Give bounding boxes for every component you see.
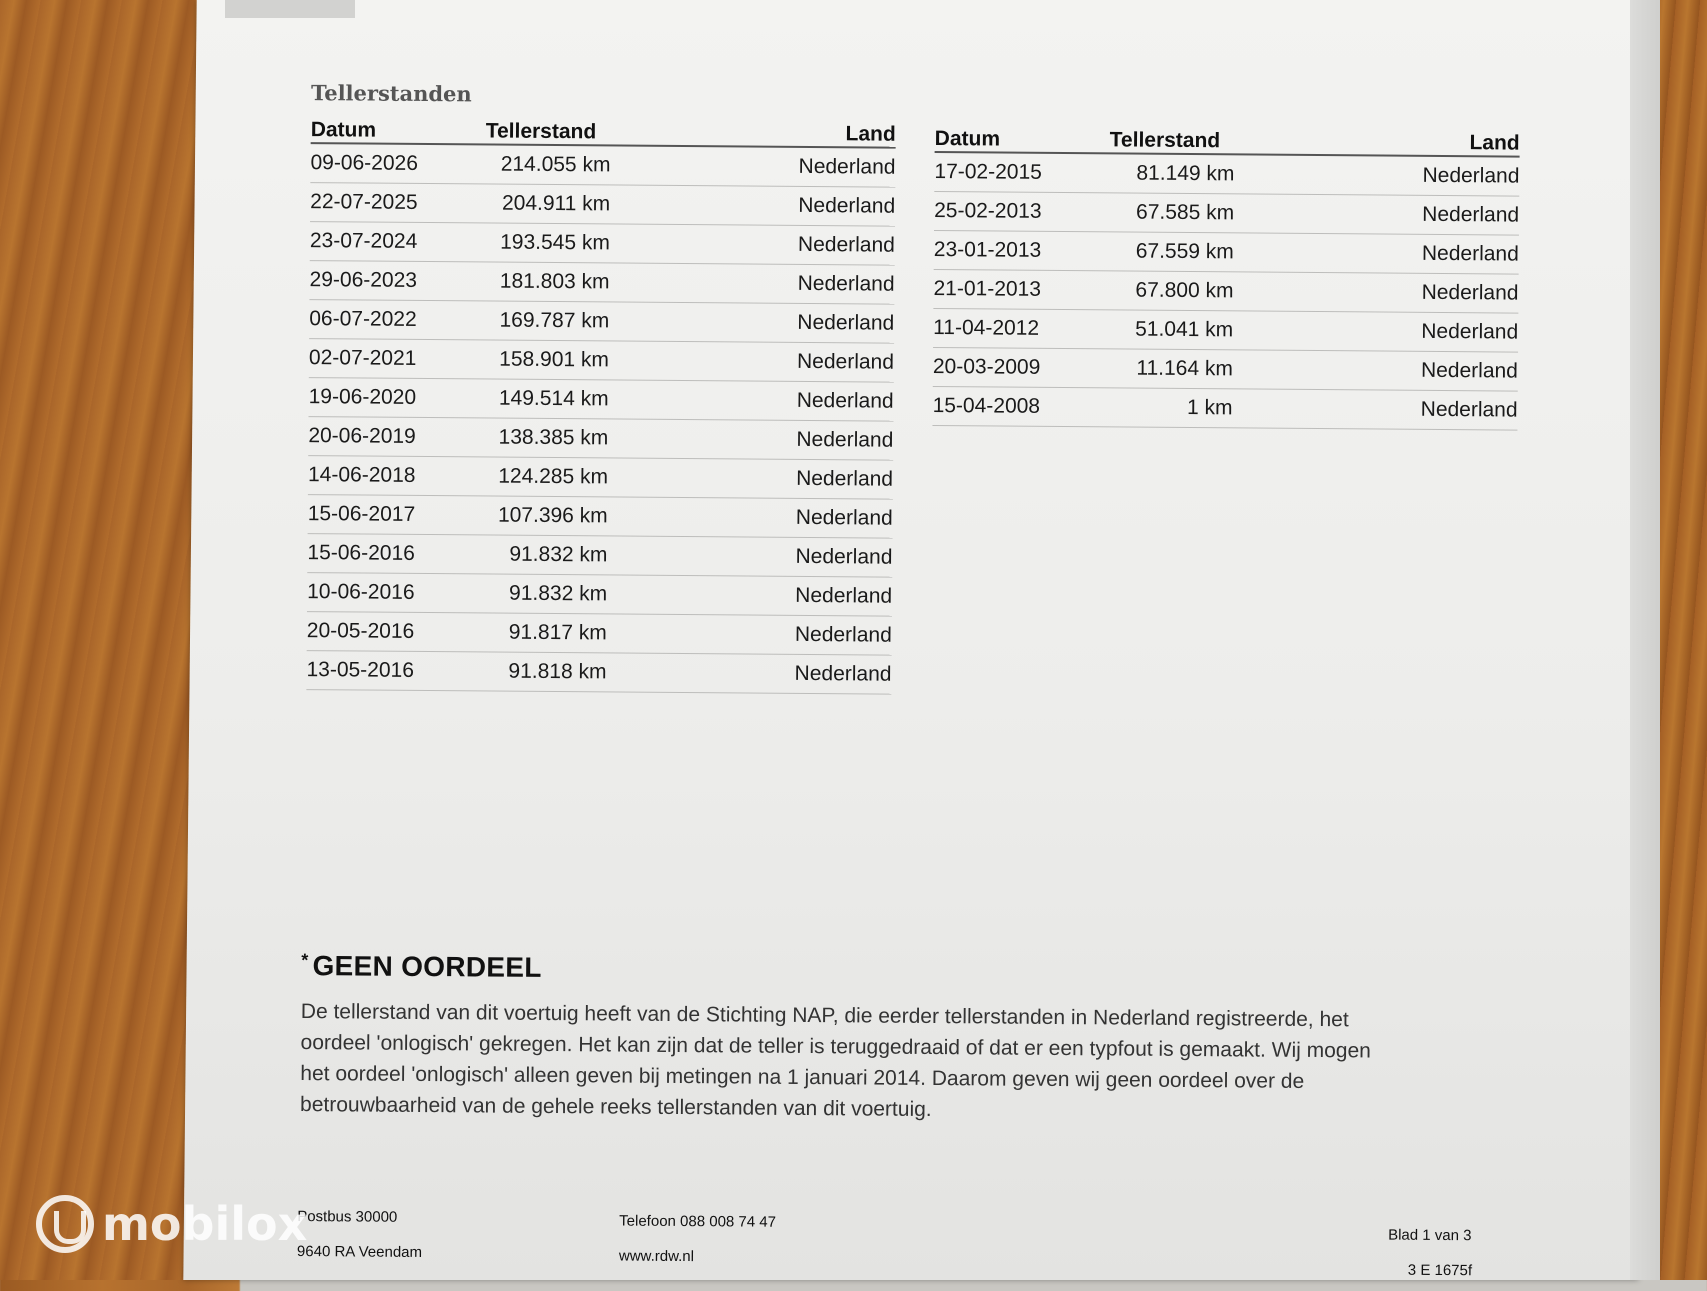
- cell-date: 23-01-2013: [933, 237, 1042, 262]
- cell-country: Nederland: [794, 661, 892, 686]
- table-row: [934, 153, 1519, 197]
- table-row: [308, 495, 893, 539]
- col-date-header: Datum: [310, 118, 377, 142]
- cell-date: 02-07-2021: [308, 346, 417, 370]
- cell-date: 15-04-2008: [932, 393, 1041, 418]
- cell-reading: 169.787 km: [499, 308, 610, 333]
- mobilox-logo-icon: [36, 1195, 94, 1253]
- cell-reading: 158.901 km: [499, 347, 610, 372]
- cell-reading: 193.545 km: [500, 230, 610, 255]
- table-header: [311, 112, 896, 149]
- table-row: [933, 270, 1518, 314]
- cell-country: Nederland: [1421, 280, 1519, 305]
- footer-address-line1: Postbus 30000: [297, 1208, 398, 1226]
- cell-country: Nederland: [794, 622, 892, 647]
- table-header: [935, 121, 1520, 158]
- col-country-header: Land: [1469, 131, 1520, 155]
- cell-date: 20-03-2009: [932, 354, 1041, 379]
- table-row: [309, 378, 894, 422]
- cell-country: Nederland: [796, 427, 894, 452]
- cell-date: 13-05-2016: [306, 658, 415, 682]
- cell-reading: 91.832 km: [509, 542, 608, 567]
- cell-date: 20-05-2016: [306, 619, 415, 643]
- table-row: [309, 300, 894, 344]
- cell-reading: 107.396 km: [497, 503, 608, 528]
- cell-reading: 67.585 km: [1135, 200, 1235, 225]
- col-reading-header: Tellerstand: [485, 119, 597, 144]
- cell-reading: 91.817 km: [508, 620, 607, 645]
- cell-country: Nederland: [798, 193, 896, 218]
- cell-reading: 91.832 km: [508, 581, 608, 606]
- cell-reading: 124.285 km: [498, 464, 609, 489]
- cell-reading: 11.164 km: [1136, 356, 1234, 381]
- table-row: [309, 261, 894, 305]
- cell-country: Nederland: [795, 583, 893, 608]
- table-row: [308, 456, 893, 500]
- col-date-header: Datum: [934, 126, 1001, 151]
- section-title: Tellerstanden: [310, 80, 472, 107]
- cell-reading: 67.800 km: [1135, 278, 1234, 303]
- footer-page-number: Blad 1 van 3: [1388, 1226, 1472, 1245]
- col-reading-header: Tellerstand: [1109, 128, 1221, 153]
- table-row: [933, 348, 1518, 392]
- cell-reading: 91.818 km: [508, 659, 607, 684]
- footer-address-line2: 9640 RA Veendam: [296, 1243, 423, 1261]
- table-row: [933, 309, 1518, 353]
- cell-country: Nederland: [797, 310, 895, 335]
- note-body: De tellerstand van dit voertuig heeft van de Stichting NAP, die eerder tellerstanden in Nederland registreerde, het oordeel 'onlogisch' gekregen. Het kan zijn dat de teller is teruggedraaid of dat er een typfout is gemaakt. Wij mogen het oordeel 'onlogisch' alleen geven bij metingen na 1 januari 2014. Daarom geven wij geen oordeel over de betrouwbaarheid van de gehele reeks tellerstanden van dit voertuig.: [300, 1000, 1371, 1121]
- cell-country: Nederland: [796, 388, 894, 413]
- footer-code: 3 E 1675f: [1407, 1261, 1473, 1280]
- cell-country: Nederland: [1420, 397, 1518, 422]
- cell-reading: 67.559 km: [1135, 239, 1234, 264]
- note-title: [301, 950, 542, 984]
- cell-date: 25-02-2013: [934, 198, 1042, 223]
- cell-reading: 181.803 km: [499, 269, 610, 294]
- cell-reading: 81.149 km: [1136, 161, 1235, 186]
- note-star: *: [301, 950, 309, 971]
- cell-date: 21-01-2013: [933, 276, 1042, 301]
- cell-date: 19-06-2020: [308, 385, 417, 409]
- cell-reading: 1 km: [1187, 395, 1233, 420]
- table-row: [307, 573, 892, 617]
- cell-country: Nederland: [1420, 358, 1518, 383]
- cell-reading: 214.055 km: [500, 152, 611, 177]
- cell-country: Nederland: [1421, 241, 1519, 266]
- cell-country: Nederland: [797, 271, 895, 296]
- table-row: [307, 612, 892, 656]
- table-row: [310, 183, 895, 227]
- note-title-text: GEEN OORDEEL: [312, 950, 542, 983]
- cell-reading: 138.385 km: [498, 425, 609, 450]
- table-row: [310, 222, 895, 266]
- table-row: [307, 534, 892, 578]
- cell-country: Nederland: [796, 466, 894, 491]
- cell-country: Nederland: [1422, 202, 1520, 227]
- cell-date: 10-06-2016: [307, 580, 415, 604]
- cell-date: 15-06-2017: [307, 502, 416, 526]
- table-row: [934, 231, 1519, 275]
- cell-reading: 149.514 km: [498, 386, 609, 411]
- table-row: [934, 192, 1519, 236]
- cell-date: 14-06-2018: [307, 463, 416, 487]
- cell-date: 06-07-2022: [309, 307, 417, 331]
- table-row: [306, 651, 891, 695]
- watermark-text: mobilox: [102, 1197, 308, 1251]
- odometer-table-left: [306, 112, 896, 695]
- cell-country: Nederland: [795, 505, 893, 530]
- cell-date: 11-04-2012: [933, 315, 1040, 340]
- table-row: [308, 417, 893, 461]
- cell-reading: 51.041 km: [1135, 317, 1234, 342]
- cell-date: 29-06-2023: [309, 268, 418, 292]
- odometer-table-right: [932, 121, 1519, 431]
- cell-country: Nederland: [796, 349, 895, 374]
- col-country-header: Land: [845, 122, 896, 146]
- table-row: [932, 387, 1517, 431]
- cell-country: Nederland: [1422, 163, 1520, 188]
- cell-date: 23-07-2024: [309, 229, 418, 253]
- cell-country: Nederland: [797, 232, 895, 257]
- footer-phone: Telefoon 088 008 74 47: [619, 1212, 777, 1231]
- cell-country: Nederland: [1421, 319, 1519, 344]
- cell-date: 15-06-2016: [307, 541, 415, 565]
- cell-date: 20-06-2019: [308, 424, 416, 448]
- cell-reading: 204.911 km: [501, 191, 611, 216]
- footer-website[interactable]: www.rdw.nl: [618, 1247, 695, 1266]
- cell-date: 17-02-2015: [934, 159, 1042, 184]
- cell-country: Nederland: [798, 154, 896, 179]
- watermark: [36, 1195, 307, 1253]
- cell-date: 22-07-2025: [310, 190, 418, 214]
- cell-country: Nederland: [795, 544, 893, 569]
- table-row: [309, 339, 894, 383]
- cell-date: 09-06-2026: [310, 151, 419, 175]
- table-row: [310, 144, 895, 188]
